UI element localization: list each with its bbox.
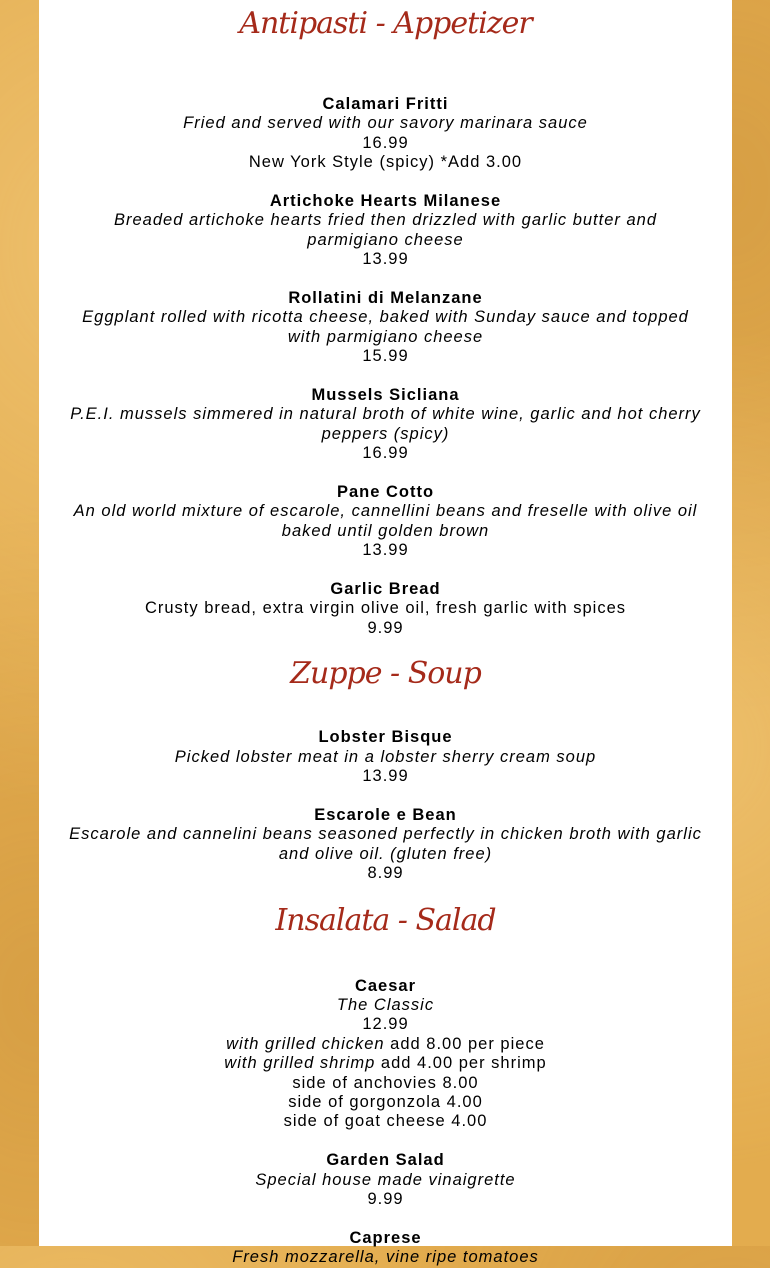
item-price: 13.99 — [362, 541, 409, 560]
item-description: Picked lobster meat in a lobster sherry cream soup — [174, 747, 597, 766]
section-title-insalata: Insalata - Salad — [275, 902, 496, 938]
menu-item — [66, 1151, 706, 1209]
item-description: The Classic — [336, 995, 435, 1014]
section-title-antipasti: Antipasti - Appetizer — [239, 6, 532, 41]
menu-item — [66, 386, 706, 464]
item-price: 16.99 — [362, 444, 409, 463]
item-addon — [66, 1035, 706, 1054]
menu-item — [66, 977, 706, 1132]
addon-text: add 8.00 per piece — [384, 1034, 545, 1053]
item-addon — [66, 1093, 706, 1112]
item-price: 15.99 — [362, 347, 409, 366]
menu-item — [66, 192, 706, 270]
item-name: Rollatini di Melanzane — [288, 289, 483, 308]
item-description: An old world mixture of escarole, cannellini beans and freselle with olive oil baked until golden brown — [73, 502, 698, 540]
menu-item — [66, 289, 706, 367]
menu-item — [66, 483, 706, 561]
section-title-zuppe: Zuppe - Soup — [290, 656, 481, 692]
item-description: P.E.I. mussels simmered in natural broth of white wine, garlic and hot cherry peppers (spicy) — [70, 405, 701, 443]
item-description: Escarole and cannelini beans seasoned perfectly in chicken broth with garlic and olive oil. (gluten free) — [69, 825, 702, 863]
item-extra: New York Style (spicy) *Add 3.00 — [248, 153, 523, 172]
menu-item — [66, 580, 706, 638]
item-description: Special house made vinaigrette — [255, 1170, 516, 1189]
addon-label: with grilled chicken — [226, 1034, 385, 1053]
menu-item — [66, 728, 706, 786]
item-price: 8.99 — [367, 864, 404, 883]
item-price: 13.99 — [362, 250, 409, 269]
menu-item — [66, 806, 706, 884]
item-name: Calamari Fritti — [322, 95, 449, 113]
item-name: Caesar — [354, 976, 417, 995]
item-name: Mussels Sicliana — [311, 386, 460, 405]
item-addon — [66, 1074, 706, 1093]
item-addon — [66, 1112, 706, 1131]
item-description: Breaded artichoke hearts fried then drizzled with garlic butter and parmigiano cheese — [113, 211, 657, 249]
item-name: Pane Cotto — [336, 483, 435, 502]
addon-text: side of gorgonzola 4.00 — [288, 1092, 483, 1111]
addon-label: with grilled shrimp — [224, 1054, 376, 1073]
item-description: Fresh mozzarella, vine ripe tomatoes — [232, 1248, 539, 1267]
item-name: Artichoke Hearts Milanese — [269, 192, 502, 211]
addon-text: side of goat cheese 4.00 — [283, 1112, 488, 1131]
item-name: Garlic Bread — [330, 580, 441, 599]
item-price: 16.99 — [362, 133, 409, 152]
addon-text: add 4.00 per shrimp — [375, 1054, 547, 1073]
item-description: Crusty bread, extra virgin olive oil, fresh garlic with spices — [144, 599, 627, 618]
addon-text: side of anchovies 8.00 — [292, 1073, 479, 1092]
item-name: Lobster Bisque — [318, 728, 453, 747]
menu-panel — [39, 0, 732, 1267]
item-price: 13.99 — [362, 767, 409, 786]
item-description: Fried and served with our savory marinara sauce — [183, 114, 588, 133]
item-description: Eggplant rolled with ricotta cheese, baked with Sunday sauce and topped with parmigiano cheese — [82, 308, 689, 346]
item-price: 12.99 — [362, 1015, 409, 1034]
item-addon — [66, 1054, 706, 1073]
item-name: Caprese — [349, 1228, 422, 1247]
item-price: 9.99 — [367, 618, 404, 637]
menu-item — [66, 1229, 706, 1268]
menu-content — [39, 0, 732, 1268]
menu-item — [66, 95, 706, 173]
item-name: Escarole e Bean — [314, 805, 457, 824]
item-name: Garden Salad — [326, 1151, 445, 1170]
item-price: 9.99 — [367, 1189, 404, 1208]
